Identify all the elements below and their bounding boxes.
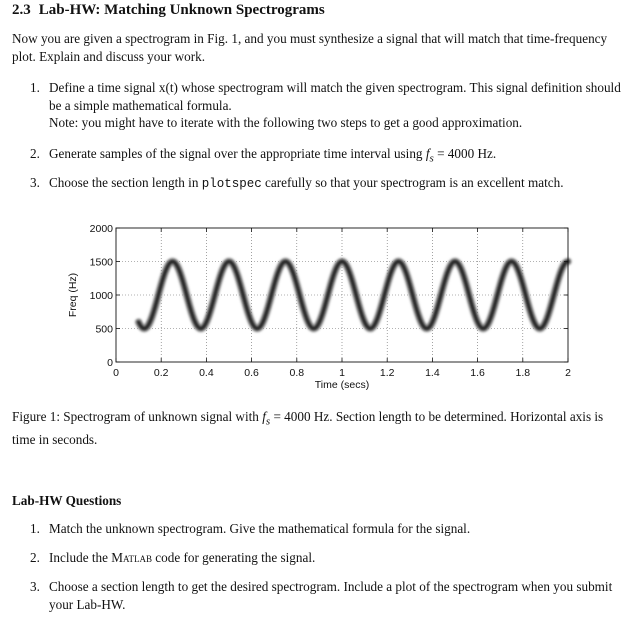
matlab-word: Matlab [111, 550, 152, 565]
x-tick-label: 1.2 [379, 367, 395, 379]
y-tick-label: 2000 [89, 223, 113, 235]
step-2-text [49, 145, 624, 168]
section-number: 2.3 [12, 2, 31, 18]
section-title: Lab-HW: Matching Unknown Spectrograms [38, 2, 325, 18]
x-tick-label: 1.4 [425, 367, 440, 379]
caption-fs-subscript: s [265, 415, 271, 428]
step-1-text [49, 79, 624, 132]
figure-caption [12, 408, 624, 449]
x-tick-label: 0.2 [153, 367, 169, 379]
caption-fs: f [262, 409, 266, 424]
question-number: 1. [30, 521, 40, 536]
fs-symbol: f [425, 146, 430, 161]
x-tick-label: 1.8 [515, 367, 531, 379]
step-number: 2. [30, 146, 40, 161]
question-2-text [49, 549, 624, 567]
x-tick-label: 0.6 [244, 367, 259, 379]
caption-post: = 4000 Hz. Section length to be determined. Horizontal axis is time in seconds. [12, 409, 604, 448]
x-tick-label: 0.8 [289, 367, 305, 379]
step-2-pre: Generate samples of the signal over the appropriate time interval using [49, 146, 426, 161]
question-number: 2. [30, 550, 40, 565]
step-number: 3. [30, 175, 40, 190]
step-1-line-1: Define a time signal x(t) whose spectrogram will match the given spectrogram. This signal definition should be a simple mathematical formula. [49, 80, 621, 113]
step-3-pre: Choose the section length in [49, 175, 202, 190]
x-tick-label: 0 [113, 367, 119, 379]
spectrogram-chart [58, 220, 578, 390]
x-tick-label: 2 [565, 367, 571, 379]
step-2-post: = 4000 Hz. [433, 146, 497, 161]
fs-subscript: s [429, 152, 434, 165]
question-number: 3. [30, 579, 40, 594]
question-1-text: Match the unknown spectrogram. Give the mathematical formula for the signal. [49, 521, 471, 536]
x-tick-label: 0.4 [199, 367, 214, 379]
y-tick-label: 1500 [89, 256, 113, 269]
questions-heading: Lab-HW Questions [12, 493, 122, 508]
intro-paragraph: Now you are given a spectrogram in Fig. 1, and you must synthesize a signal that will match that time-frequency plot. Explain and discuss your work. [12, 31, 608, 64]
code-plotspec: plotspec [201, 177, 262, 191]
x-axis-label: Time (secs) [314, 379, 370, 391]
x-tick-label: 1.6 [470, 367, 485, 379]
y-tick-label: 500 [95, 323, 113, 336]
spectrogram-figure [58, 220, 578, 390]
caption-pre: Spectrogram of unknown signal with [60, 409, 263, 424]
question-2-post: code for generating the signal. [151, 550, 316, 565]
x-tick-label: 1 [339, 367, 345, 379]
step-1-note: Note: you might have to iterate with the following two steps to get a good approximation. [49, 115, 523, 130]
question-3-text: Choose a section length to get the desired spectrogram. Include a plot of the spectrogram when you submit your Lab-HW. [49, 579, 613, 612]
y-axis-label: Freq (Hz) [67, 272, 79, 318]
y-tick-label: 0 [107, 357, 113, 369]
step-number: 1. [30, 80, 40, 95]
question-2-pre: Include the [49, 550, 112, 565]
y-tick-label: 1000 [89, 290, 113, 302]
section-heading [12, 2, 325, 20]
caption-label: Figure 1: [12, 409, 60, 424]
step-3-post: carefully so that your spectrogram is an excellent match. [261, 175, 564, 190]
step-3-text [49, 174, 624, 194]
